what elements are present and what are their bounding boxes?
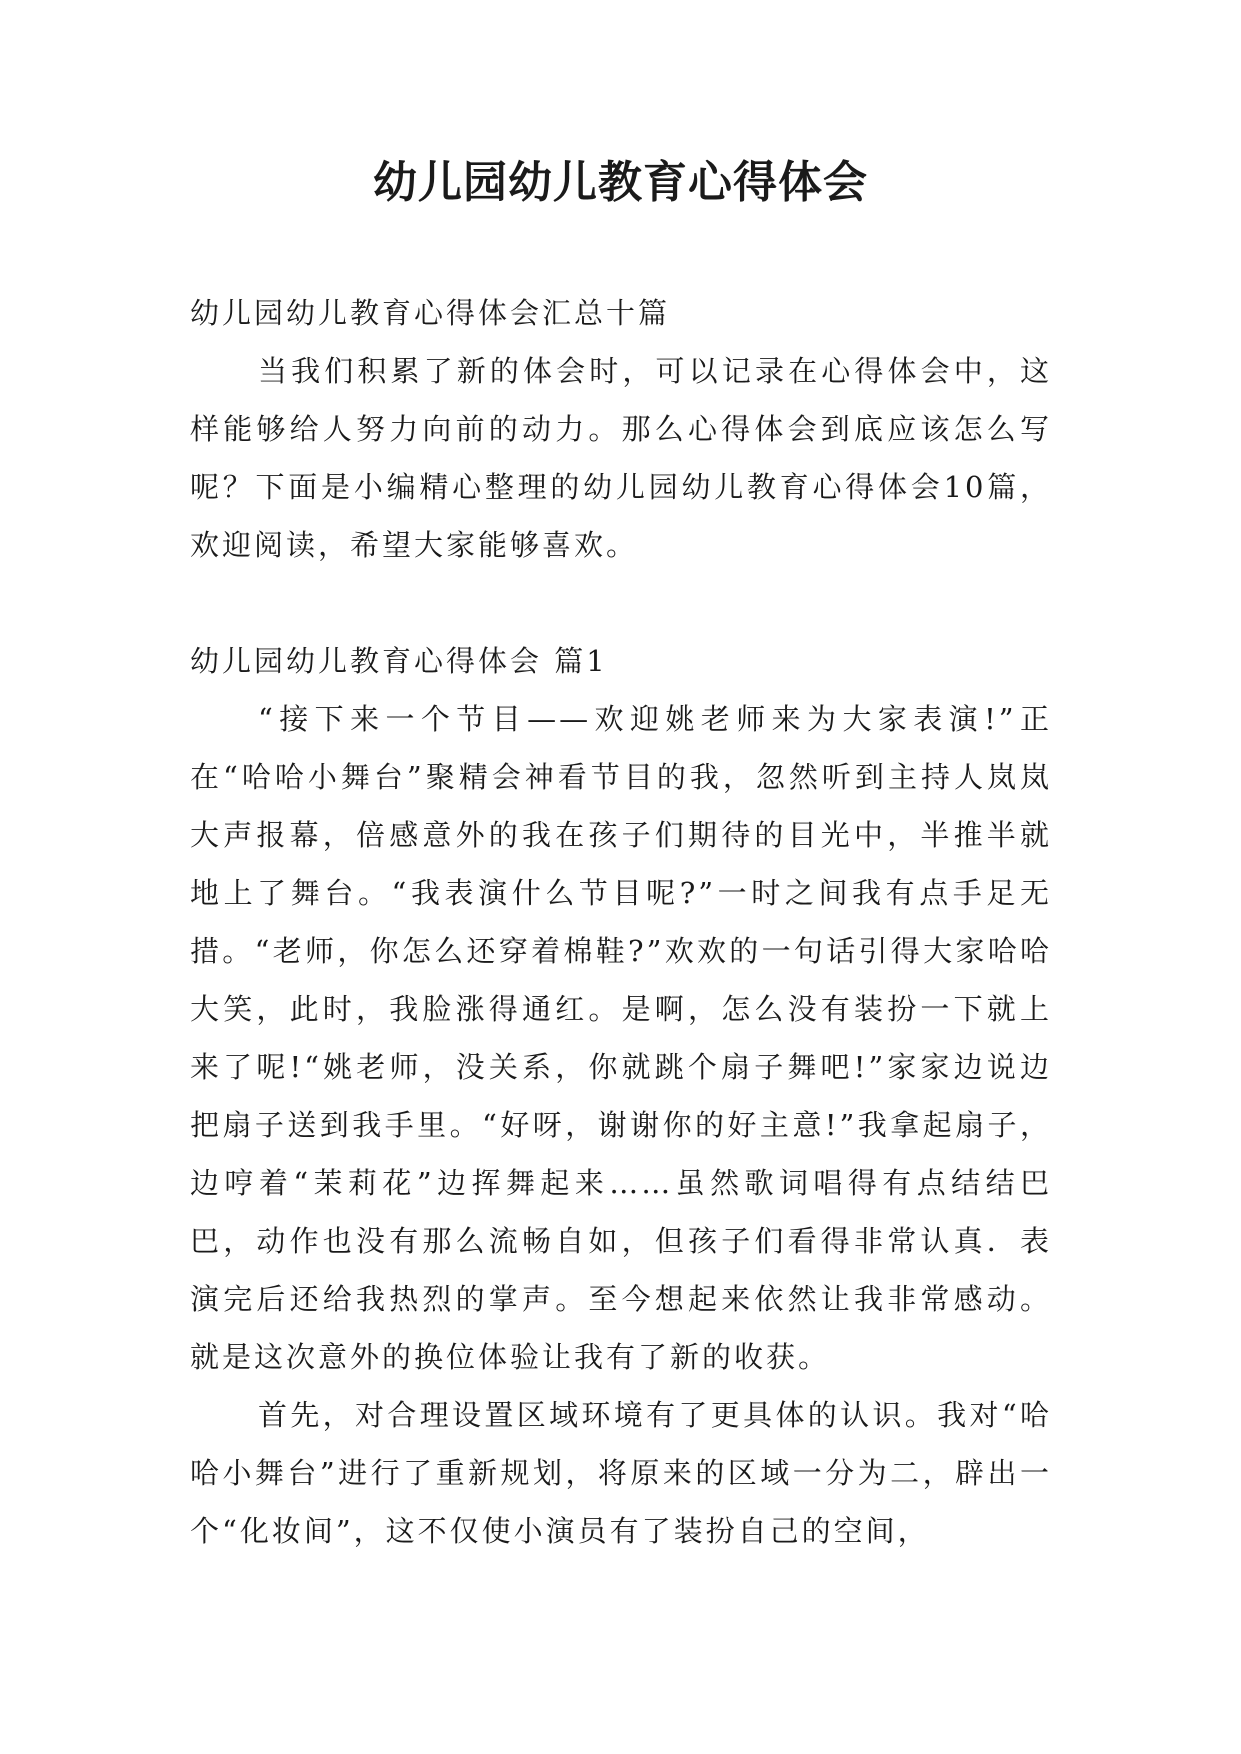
subtitle: 幼儿园幼儿教育心得体会汇总十篇 bbox=[190, 296, 671, 330]
document-body bbox=[190, 284, 1052, 1560]
section-heading: 幼儿园幼儿教育心得体会 篇1 bbox=[190, 644, 608, 678]
intro-paragraph: 当我们积累了新的体会时，可以记录在心得体会中，这样能够给人努力向前的动力。那么心得体会到底应该怎么写呢？下面是小编精心整理的幼儿园幼儿教育心得体会10篇，欢迎阅读，希望大家能够喜欢。 bbox=[190, 354, 1052, 562]
page-title: 幼儿园幼儿教育心得体会 bbox=[373, 157, 868, 208]
body-paragraph: “接下来一个节目——欢迎姚老师来为大家表演!”正在“哈哈小舞台”聚精会神看节目的我，忽然听到主持人岚岚大声报幕，倍感意外的我在孩子们期待的目光中，半推半就地上了舞台。“我表演什么节目呢?”一时之间我有点手足无措。“老师，你怎么还穿着棉鞋?”欢欢的一句话引得大家哈哈大笑，此时，我脸涨得通红。是啊，怎么没有装扮一下就上来了呢!“姚老师，没关系，你就跳个扇子舞吧!”家家边说边把扇子送到我手里。“好呀，谢谢你的好主意!”我拿起扇子，边哼着“茉莉花”边挥舞起来……虽然歌词唱得有点结结巴巴，动作也没有那么流畅自如，但孩子们看得非常认真．表演完后还给我热烈的掌声。至今想起来依然让我非常感动。就是这次意外的换位体验让我有了新的收获。 bbox=[190, 702, 1052, 1374]
body-paragraph: 首先，对合理设置区域环境有了更具体的认识。我对“哈哈小舞台”进行了重新规划，将原来的区域一分为二，辟出一个“化妆间”，这不仅使小演员有了装扮自己的空间， bbox=[190, 1398, 1052, 1548]
section-spacer bbox=[190, 574, 1052, 632]
